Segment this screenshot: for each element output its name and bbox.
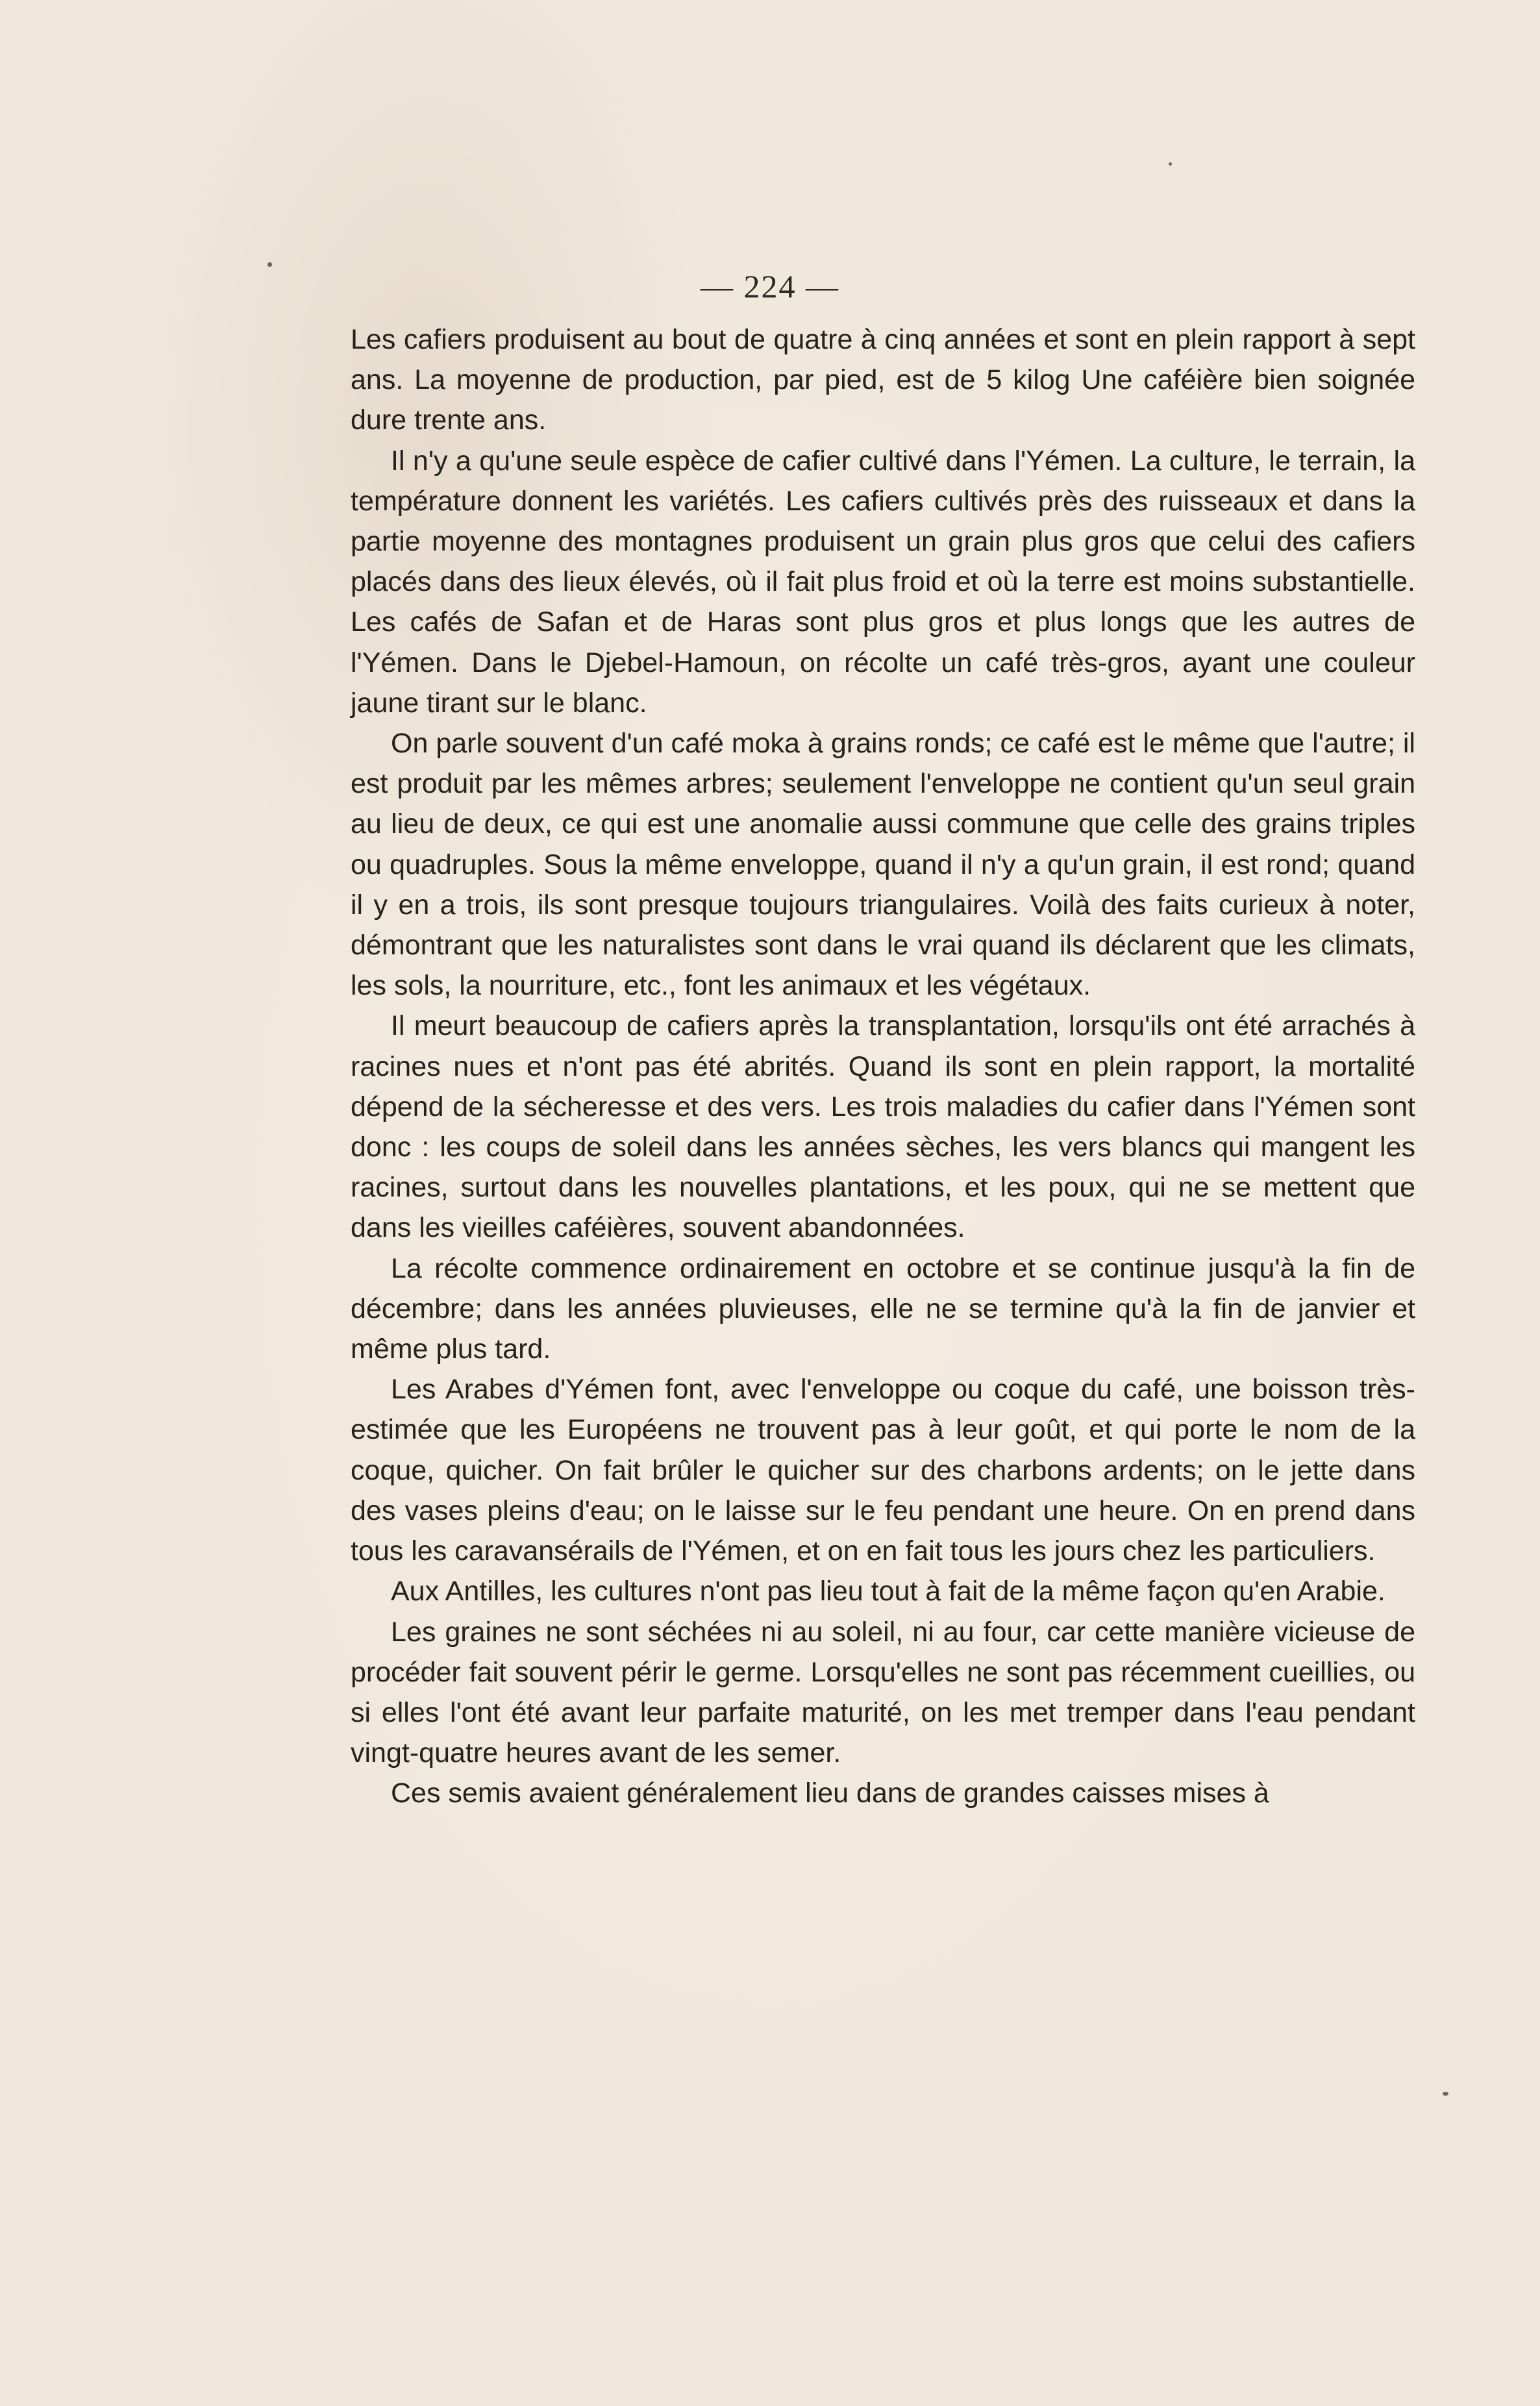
paragraph: On parle souvent d'un café moka à grains ronds; ce café est le même que l'autre; il est produit par les mêmes arbres; seulement l'enveloppe ne contient qu'un seul grain au lieu de deux, ce qui est une anomalie aussi commune que celle des grains triples ou quadruples. Sous la même enveloppe, quand il n'y a qu'un grain, il est rond; quand il y en a trois, ils sont presque toujours triangulaires. Voilà des faits curieux à noter, démontrant que les naturalistes sont dans le vrai quand ils déclarent que les climats, les sols, la nourriture, etc., font les animaux et les végétaux. (351, 728, 1415, 1002)
paragraph: Il n'y a qu'une seule espèce de cafier cultivé dans l'Yémen. La culture, le terrain, la température donnent les variétés. Les cafiers cultivés près des ruisseaux et dans la partie moyenne des montagnes produisent un grain plus gros que celui des cafiers placés dans des lieux élevés, où il fait plus froid et où la terre est moins substantielle. Les cafés de Safan et de Haras sont plus gros et plus longs que les autres de l'Yémen. Dans le Djebel-Hamoun, on récolte un café très-gros, ayant une couleur jaune tirant sur le blanc. (351, 445, 1415, 719)
paragraph: Ces semis avaient généralement lieu dans de grandes caisses mises à (391, 1778, 1269, 1809)
paragraph: La récolte commence ordinairement en octobre et se continue jusqu'à la fin de décembre; dans les années pluvieuses, elle ne se termine qu'à la fin de janvier et même plus tard. (351, 1252, 1415, 1365)
paragraph: Il meurt beaucoup de cafiers après la transplantation, lorsqu'ils ont été arrachés à racines nues et n'ont pas été abrités. Quand ils sont en plein rapport, la mortalité dépend de la sécheresse et des vers. Les trois maladies du cafier dans l'Yémen sont donc : les coups de soleil dans les années sèches, les vers blancs qui mangent les racines, surtout dans les nouvelles plantations, et les poux, qui ne se mettent que dans les vieilles caféières, souvent abandonnées. (351, 1010, 1415, 1244)
paragraph: Les cafiers produisent au bout de quatre à cinq années et sont en plein rapport à sept ans. La moyenne de production, par pied, est de 5 kilog Une caféière bien soignée dure trente ans. (351, 324, 1415, 436)
speck-mark (267, 262, 272, 267)
body-text (351, 319, 1415, 1814)
paragraph: Les graines ne sont séchées ni au soleil, ni au four, car cette manière vicieuse de procéder fait souvent périr le germe. Lorsqu'elles ne sont pas récemment cueillies, ou si elles l'ont été avant leur parfaite maturité, on les met tremper dans l'eau pendant vingt-quatre heures avant de les semer. (351, 1616, 1415, 1769)
paragraph: Aux Antilles, les cultures n'ont pas lieu tout à fait de la même façon qu'en Arabie. (391, 1576, 1385, 1607)
speck-mark (1443, 2092, 1448, 2096)
page-number: — 224 — (701, 268, 839, 304)
paragraph: Les Arabes d'Yémen font, avec l'enveloppe ou coque du café, une boisson très-estimée que les Européens ne trouvent pas à leur goût, et qui porte le nom de la coque, quicher. On fait brûler le quicher sur des charbons ardents; on le jette dans des vases pleins d'eau; on le laisse sur le feu pendant une heure. On en prend dans tous les caravansérails de l'Yémen, et on en fait tous les jours chez les particuliers. (351, 1374, 1415, 1567)
speck-mark (1169, 162, 1172, 166)
